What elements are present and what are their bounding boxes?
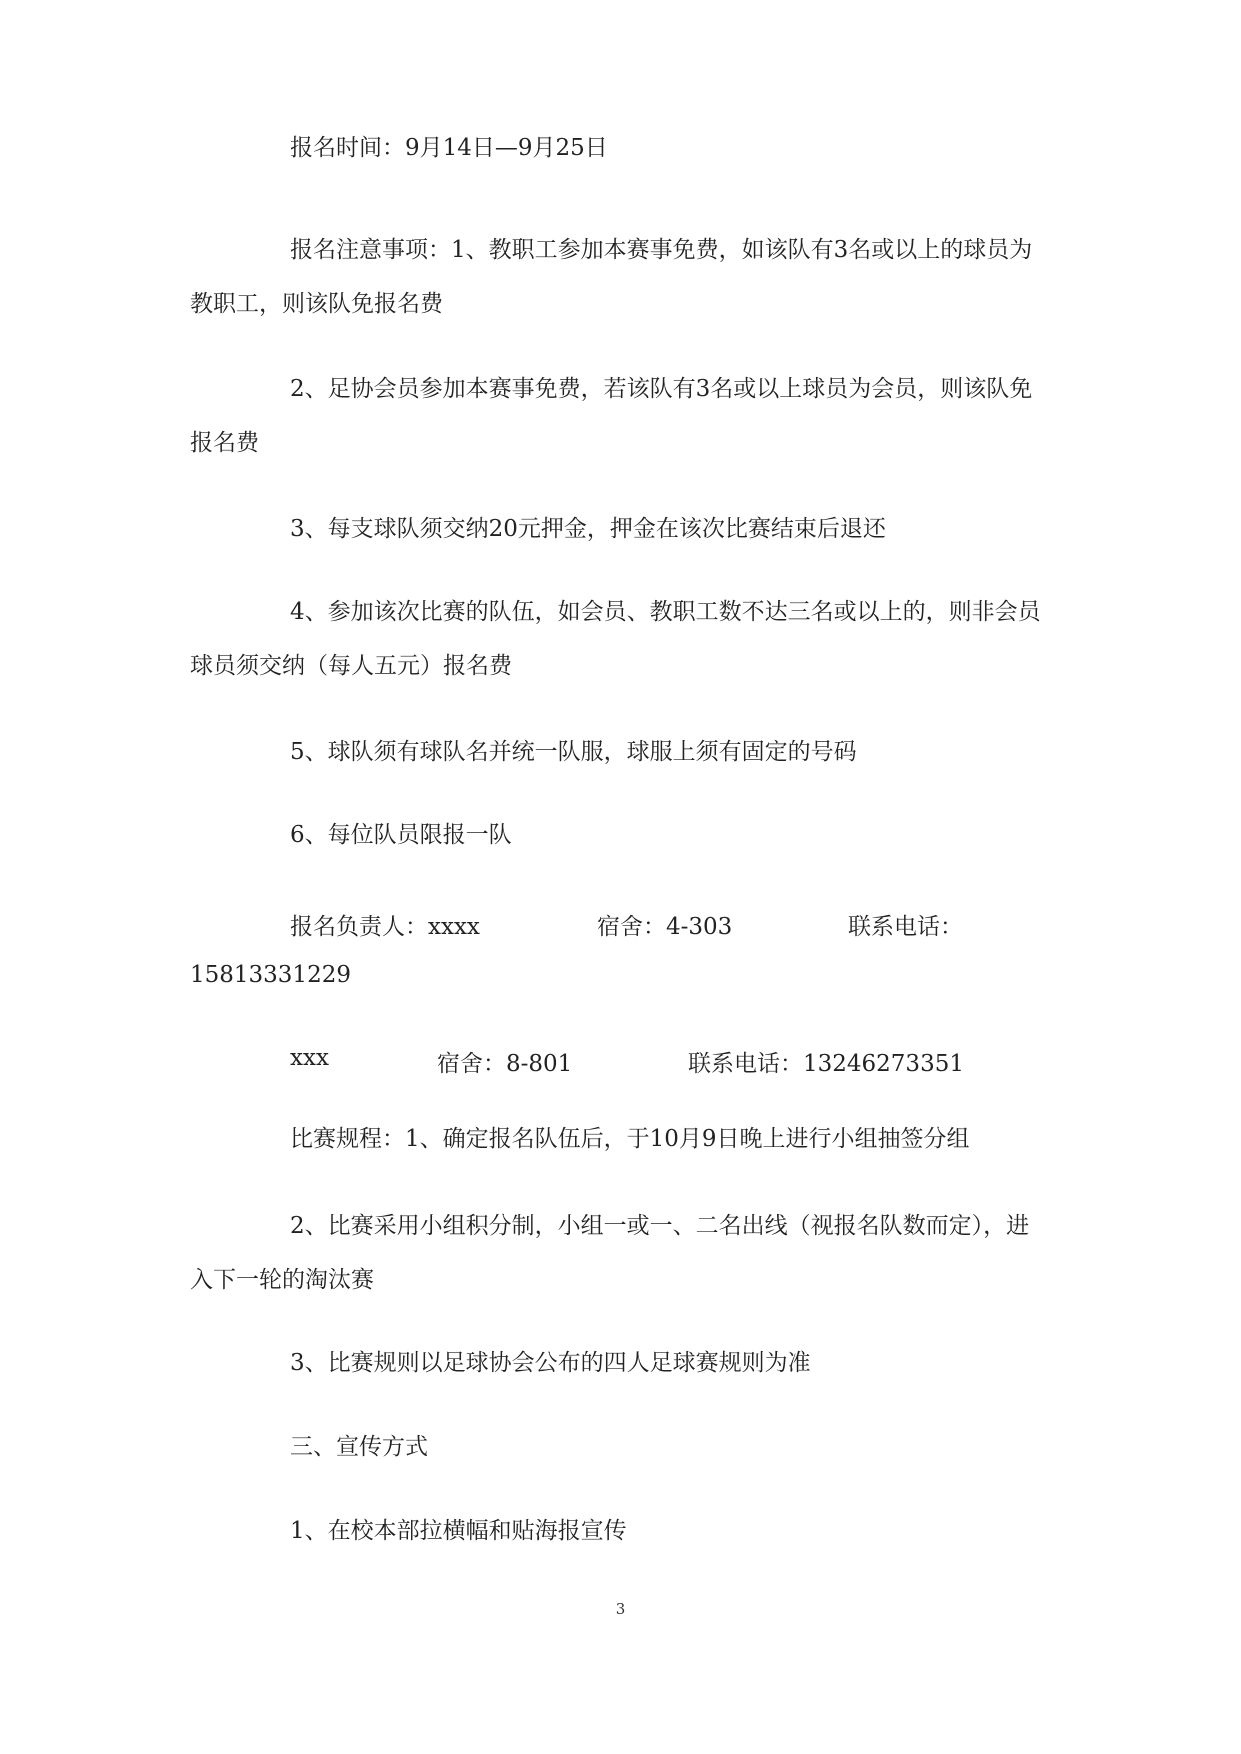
section-heading: 三、宣传方式 xyxy=(290,1434,428,1460)
registration-notes-4: 4、参加该次比赛的队伍，如会员、教职工数不达三名或以上的，则非会员球员须交纳（每人五元）报名费 xyxy=(190,599,1041,679)
competition-rules-2: 2、比赛采用小组积分制，小组一或一、二名出线（视报名队数而定），进入下一轮的淘汰赛 xyxy=(190,1213,1030,1293)
registration-notes-2: 2、足协会员参加本赛事免费，若该队有3名或以上球员为会员，则该队免报名费 xyxy=(190,376,1033,456)
publicity-item-1: 1、在校本部拉横幅和贴海报宣传 xyxy=(290,1518,627,1544)
competition-rules-1: 比赛规程：1、确定报名队伍后，于10月9日晚上进行小组抽签分组 xyxy=(290,1126,970,1152)
registration-time: 报名时间：9月14日—9月25日 xyxy=(290,135,608,161)
registration-notes-5: 5、球队须有球队名并统一队服，球服上须有固定的号码 xyxy=(290,739,857,765)
contact-1-phone-label: 联系电话： xyxy=(848,914,963,940)
registration-notes-6: 6、每位队员限报一队 xyxy=(290,822,512,848)
contact-1-dorm: 宿舍：4-303 xyxy=(597,914,733,940)
competition-rules-3: 3、比赛规则以足球协会公布的四人足球赛规则为准 xyxy=(290,1350,811,1376)
contact-1-phone: 15813331229 xyxy=(190,962,351,988)
page-number: 3 xyxy=(615,1600,626,1618)
registration-notes-1: 报名注意事项：1、教职工参加本赛事免费，如该队有3名或以上的球员为教职工，则该队免报名费 xyxy=(190,237,1033,317)
contact-2-phone: 联系电话：13246273351 xyxy=(688,1051,964,1077)
contact-2-name: xxx xyxy=(290,1045,329,1071)
contact-1-name: 报名负责人：xxxx xyxy=(290,914,480,940)
registration-notes-3: 3、每支球队须交纳20元押金，押金在该次比赛结束后退还 xyxy=(290,516,886,542)
contact-2-dorm: 宿舍：8-801 xyxy=(437,1051,573,1077)
